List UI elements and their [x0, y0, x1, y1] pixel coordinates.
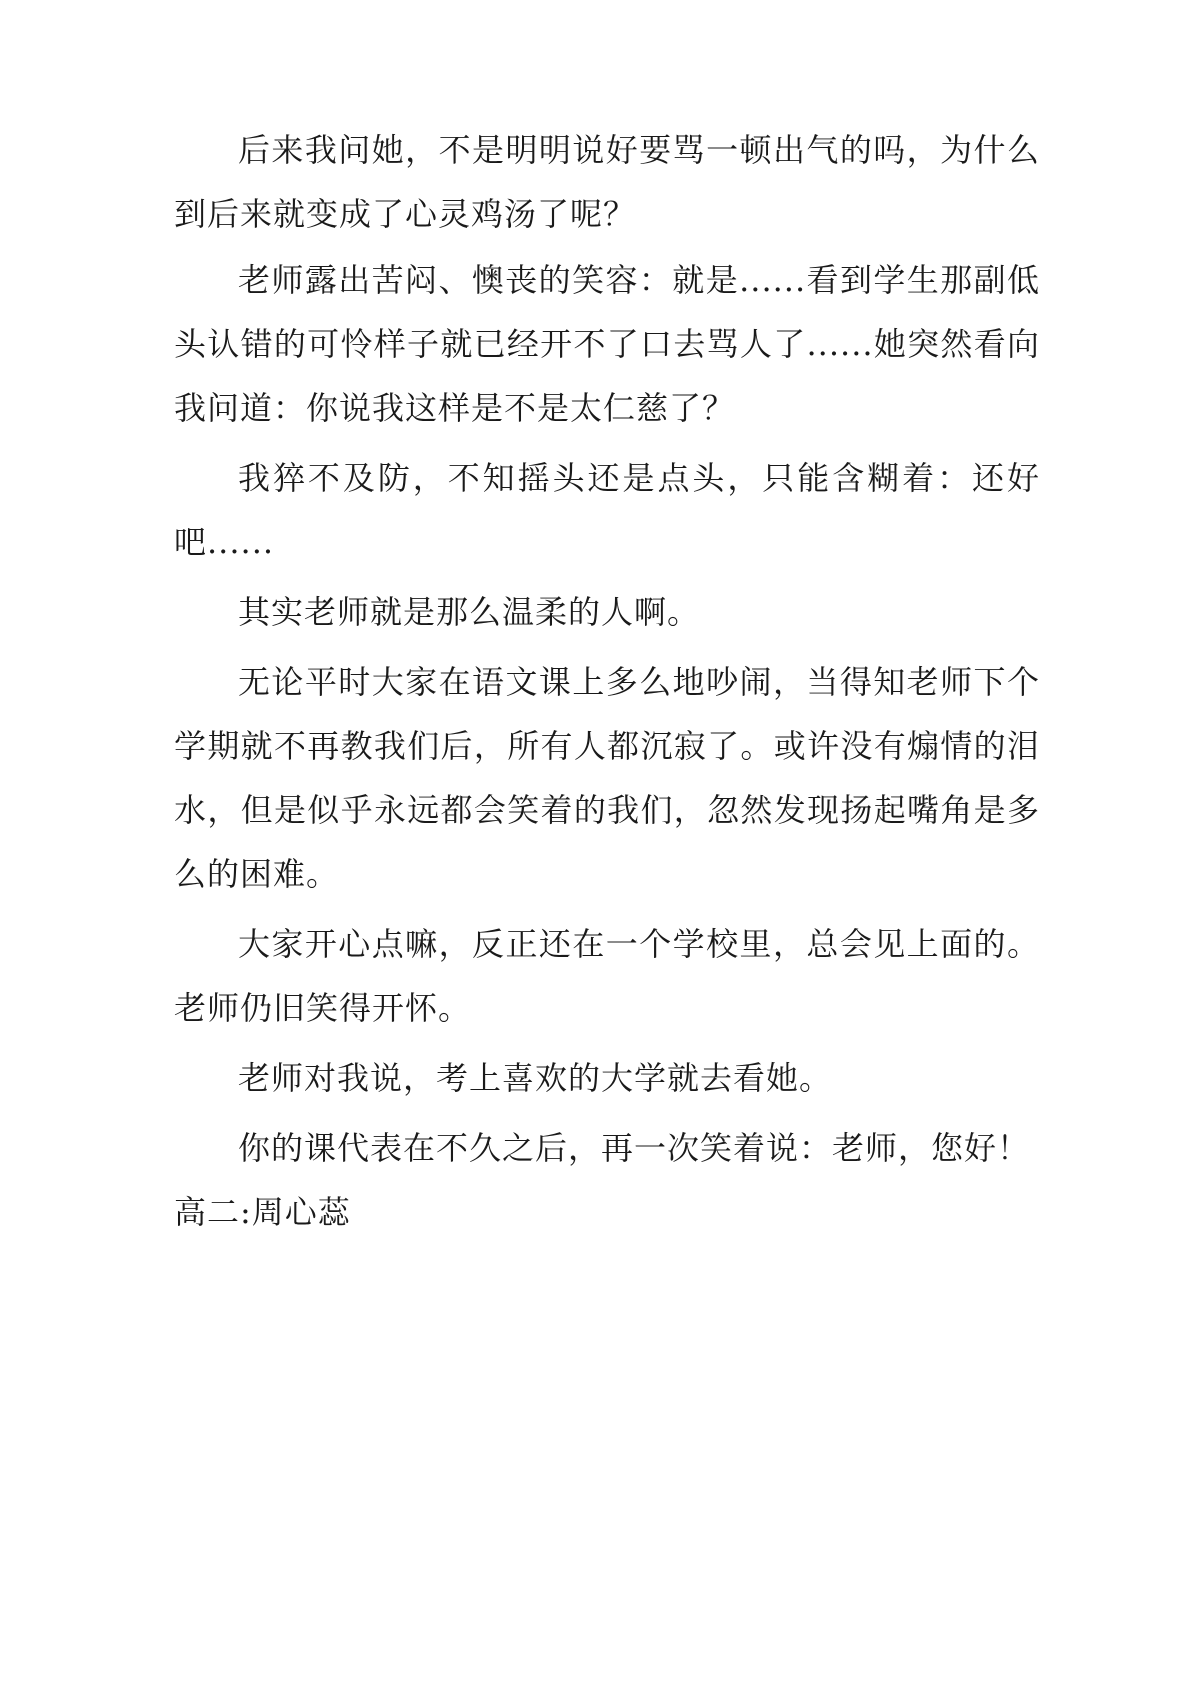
essay-body [174, 118, 1040, 1244]
paragraph: 老师对我说，考上喜欢的大学就去看她。 [238, 1059, 833, 1097]
author-signature: 高二:周心蕊 [174, 1193, 351, 1231]
paragraph: 后来我问她，不是明明说好要骂一顿出气的吗，为什么到后来就变成了心灵鸡汤了呢？ [174, 131, 1040, 233]
paragraph: 老师露出苦闷、懊丧的笑容：就是......看到学生那副低头认错的可怜样子就已经开不了口去骂人了......她突然看向我问道：你说我这样是不是太仁慈了？ [174, 261, 1040, 427]
paragraph: 你的课代表在不久之后，再一次笑着说：老师，您好！ [238, 1129, 1031, 1167]
paragraph: 其实老师就是那么温柔的人啊。 [238, 593, 701, 631]
paragraph: 大家开心点嘛，反正还在一个学校里，总会见上面的。老师仍旧笑得开怀。 [174, 925, 1040, 1027]
paragraph: 无论平时大家在语文课上多么地吵闹，当得知老师下个学期就不再教我们后，所有人都沉寂了。或许没有煽情的泪水，但是似乎永远都会笑着的我们，忽然发现扬起嘴角是多么的困难。 [174, 663, 1040, 893]
paragraph: 我猝不及防，不知摇头还是点头，只能含糊着：还好吧...... [174, 459, 1040, 561]
